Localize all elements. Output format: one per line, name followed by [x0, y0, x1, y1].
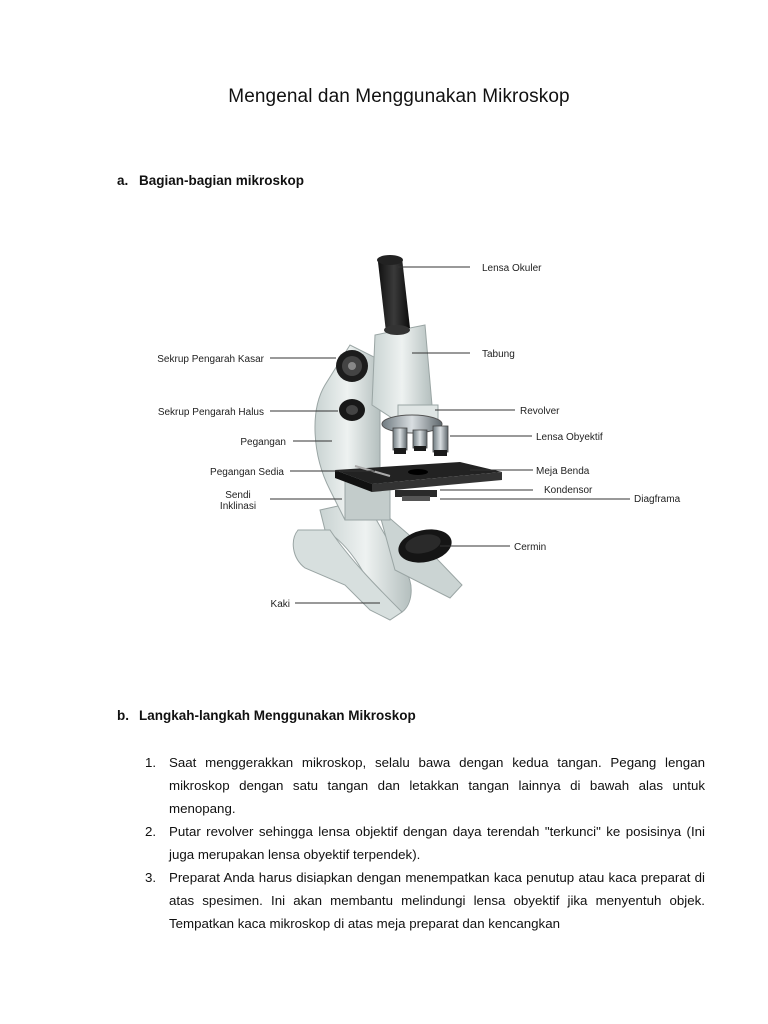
label-kaki: Kaki	[270, 599, 290, 610]
label-revolver: Revolver	[520, 406, 560, 417]
objective-lenses	[393, 426, 448, 456]
list-item	[145, 820, 705, 866]
microscope-diagram	[140, 240, 700, 640]
step-text: Putar revolver sehingga lensa objektif dengan daya terendah "terkunci" ke posisinya (Ini juga merupakan lensa obyektif terpendek).	[169, 824, 705, 862]
coarse-focus-knob	[336, 350, 368, 382]
label-inklinasi: Inklinasi	[219, 501, 257, 512]
fine-focus-knob	[339, 399, 365, 421]
section-a-marker: a.	[117, 173, 129, 188]
step-text: Saat menggerakkan mikroskop, selalu bawa dengan kedua tangan. Pegang lengan mikroskop dengan satu tangan dan letakkan tangan lainnya di bawah alas untuk menopang.	[169, 755, 705, 816]
label-meja-benda: Meja Benda	[536, 466, 590, 477]
label-cermin: Cermin	[514, 542, 547, 553]
document-title: Mengenal dan Menggunakan Mikroskop	[228, 86, 570, 107]
microscope-figure	[140, 240, 700, 640]
list-item	[145, 866, 705, 935]
list-item	[145, 751, 705, 820]
section-b-heading	[117, 708, 416, 723]
section-a-heading	[117, 173, 304, 188]
label-lensa-okuler: Lensa Okuler	[482, 263, 542, 274]
steps-list	[145, 751, 705, 935]
step-text: Preparat Anda harus disiapkan dengan menempatkan kaca penutup atau kaca preparat di atas spesimen. Ini akan membantu melindungi lensa obyektif jika menyentuh objek. Tempatkan kaca mikroskop di atas meja preparat dan kencangkan	[169, 870, 705, 931]
label-diagframa: Diagframa	[634, 494, 681, 505]
label-sendi: Sendi	[225, 490, 251, 501]
step-number: 3.	[145, 870, 157, 885]
step-number: 1.	[145, 755, 157, 770]
label-sekrup-kasar: Sekrup Pengarah Kasar	[157, 354, 264, 365]
label-sekrup-halus: Sekrup Pengarah Halus	[157, 407, 264, 418]
section-a-title: Bagian-bagian mikroskop	[139, 173, 305, 188]
label-pegangan: Pegangan	[240, 437, 286, 448]
label-tabung: Tabung	[482, 349, 515, 360]
step-number: 2.	[145, 824, 157, 839]
label-lensa-obyektif: Lensa Obyektif	[536, 432, 603, 443]
microscope-tube	[372, 325, 438, 423]
label-pegangan-sedia: Pegangan Sedia	[210, 467, 284, 478]
section-b-title: Langkah-langkah Menggunakan Mikroskop	[139, 708, 416, 723]
condenser	[395, 490, 437, 501]
section-b-marker: b.	[117, 708, 129, 723]
label-kondensor: Kondensor	[544, 485, 593, 496]
